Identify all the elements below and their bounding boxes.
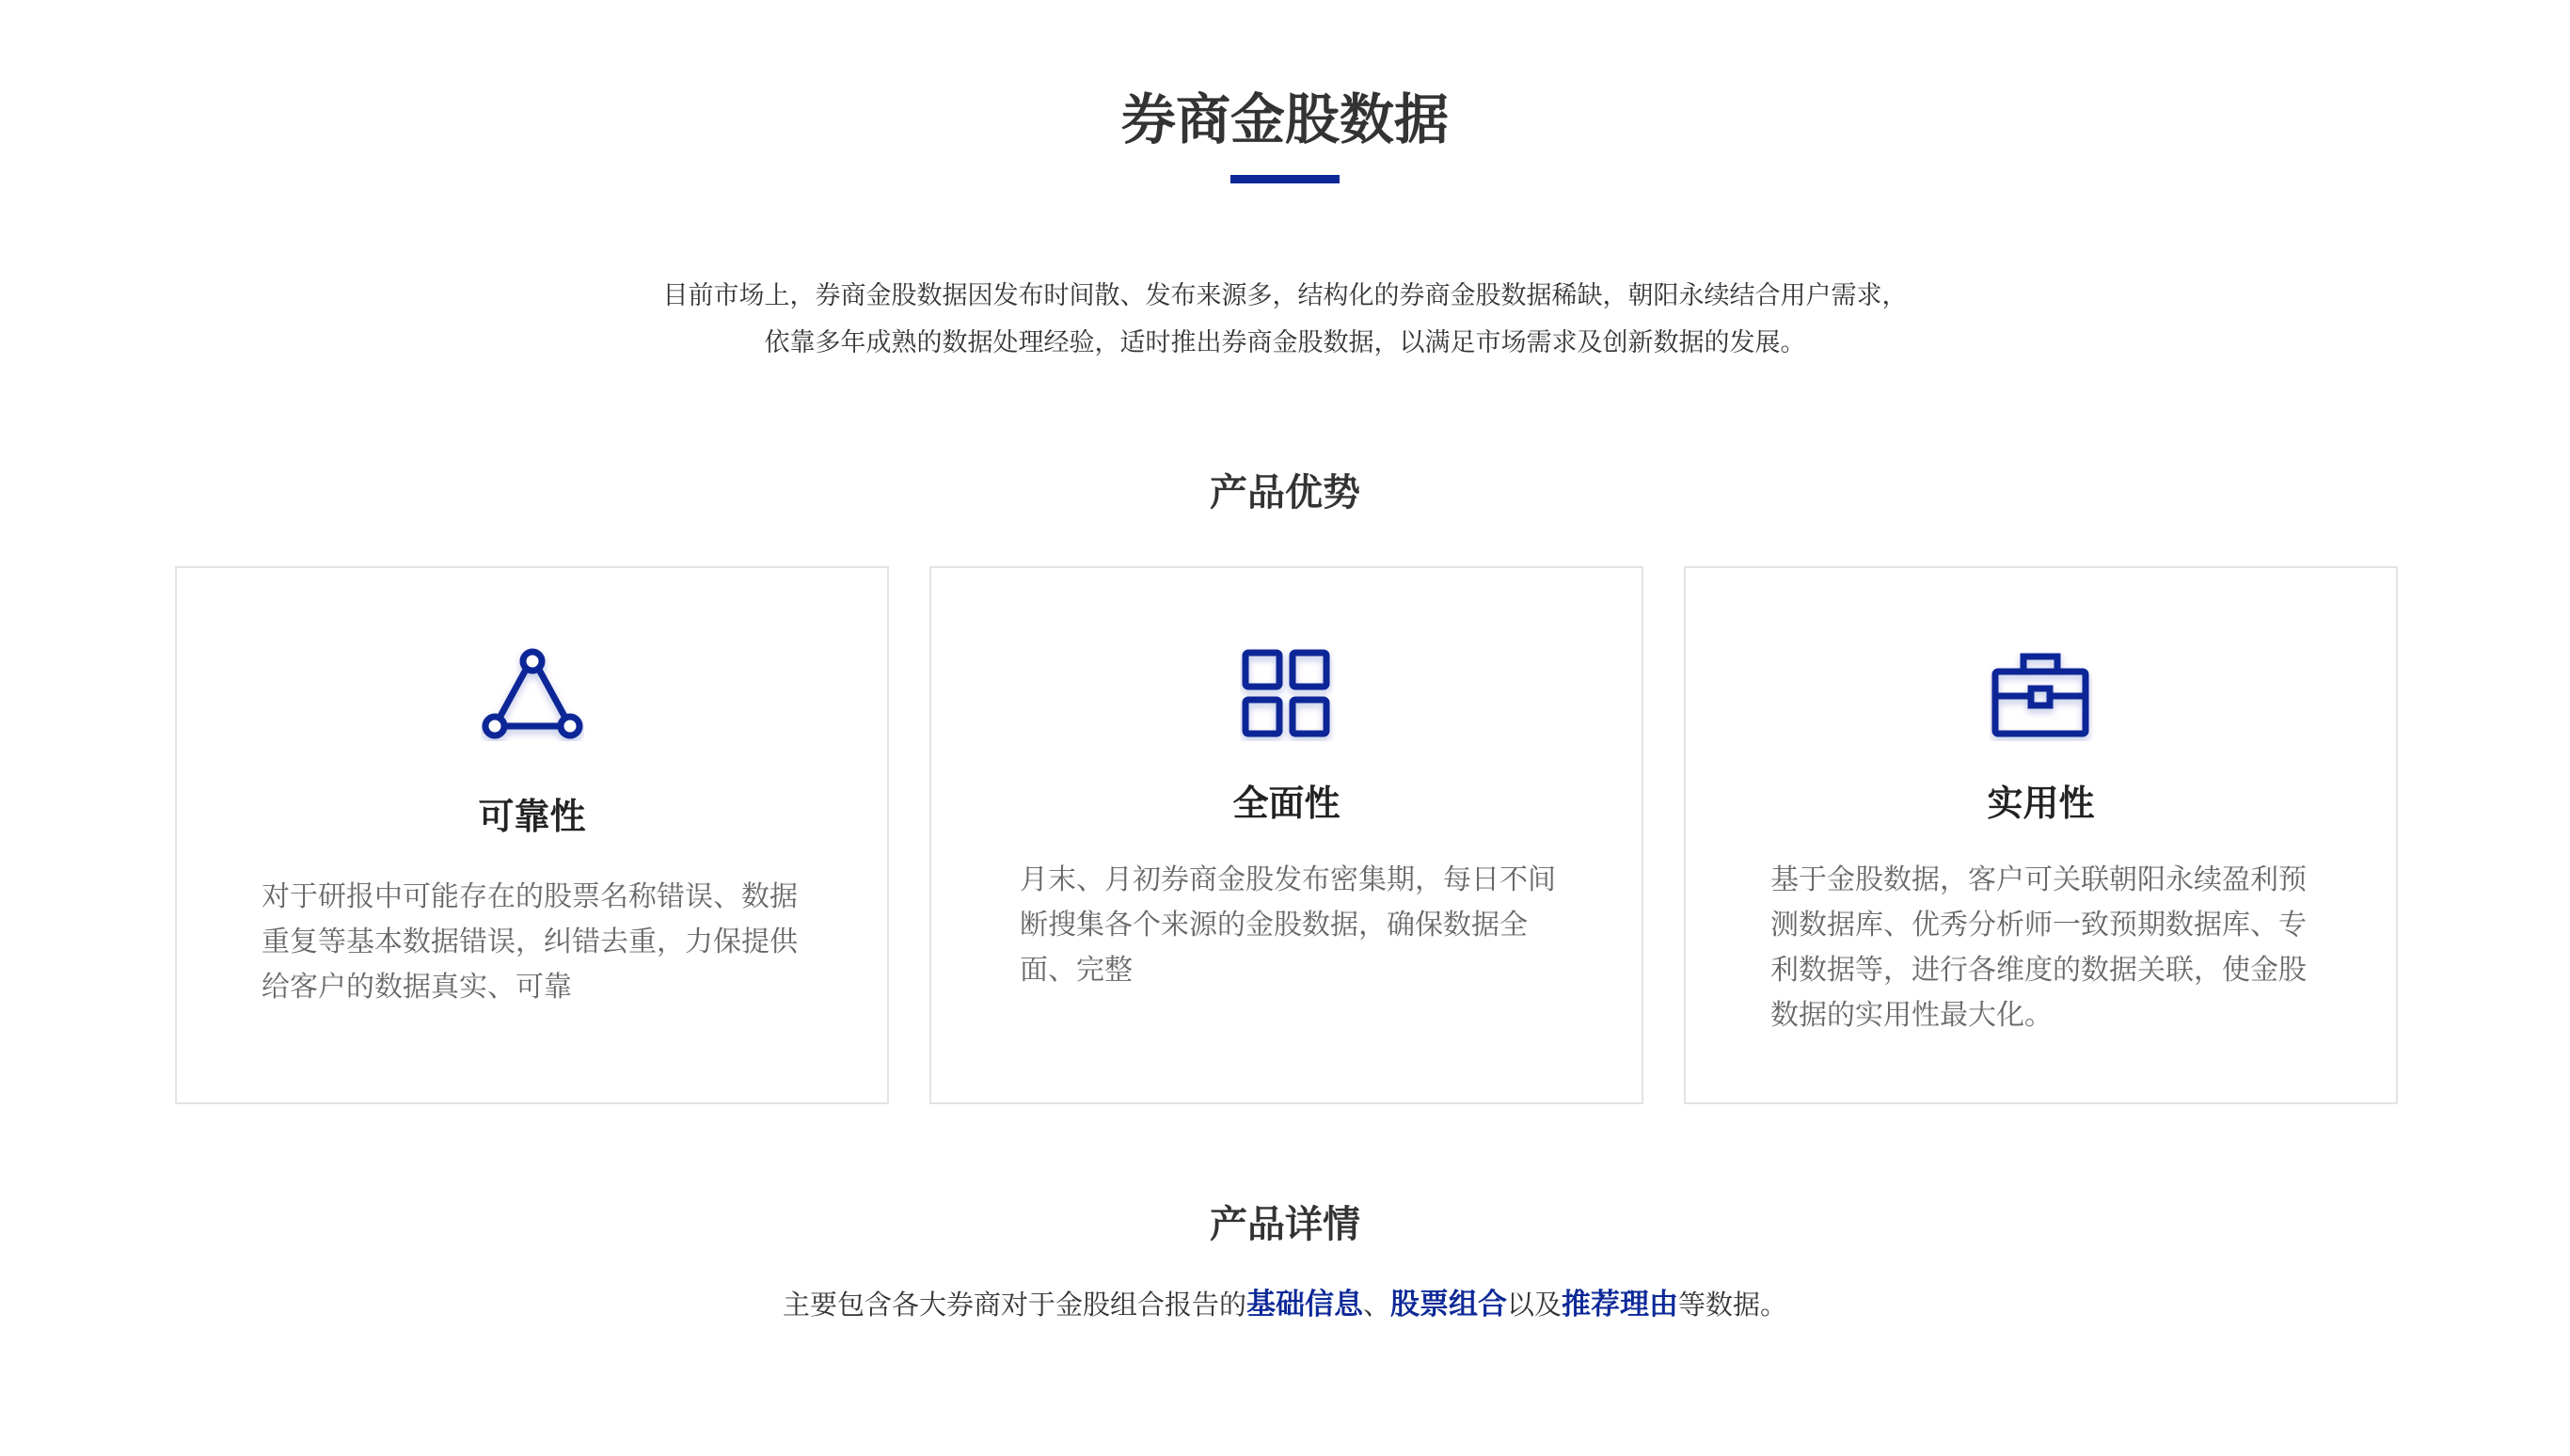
- highlight-recommendation-reason: 推荐理由: [1562, 1288, 1679, 1321]
- details-separator: 以及: [1507, 1289, 1563, 1321]
- advantage-card-practicality: [1684, 566, 2398, 1104]
- details-suffix: 等数据。: [1678, 1289, 1788, 1321]
- advantages-heading: 产品优势: [1210, 471, 1360, 514]
- intro-text: [0, 273, 2570, 367]
- card-title: 实用性: [1987, 783, 2095, 824]
- advantage-card-reliability: [175, 566, 889, 1104]
- details-prefix: 主要包含各大券商对于金股组合报告的: [782, 1289, 1246, 1321]
- advantage-card-comprehensiveness: [929, 566, 1643, 1104]
- card-description: 对于研报中可能存在的股票名称错误、数据重复等基本数据错误，纠错去重，力保提供给客户的数据真实、可靠: [262, 880, 798, 1004]
- card-title: 全面性: [1232, 783, 1341, 824]
- intro-line-2: 依靠多年成熟的数据处理经验，适时推出券商金股数据，以满足市场需求及创新数据的发展。: [764, 328, 1806, 357]
- details-text: [0, 1281, 2570, 1328]
- highlight-basic-info: 基础信息: [1245, 1288, 1363, 1321]
- card-description: 基于金股数据，客户可关联朝阳永续盈利预测数据库、优秀分析师一致预期数据库、专利数据等，进行各维度的数据关联，使金股数据的实用性最大化。: [1770, 863, 2307, 1032]
- title-underline: [1230, 175, 1340, 183]
- page-title: 券商金股数据: [1120, 87, 1449, 151]
- details-separator: 、: [1362, 1289, 1390, 1321]
- grid-four-icon: [931, 638, 1642, 751]
- details-heading: 产品详情: [1210, 1203, 1360, 1246]
- highlight-stock-portfolio: 股票组合: [1390, 1288, 1507, 1321]
- toolbox-icon: [1686, 638, 2396, 751]
- card-description: 月末、月初券商金股发布密集期，每日不间断搜集各个来源的金股数据，确保数据全面、完整: [1020, 863, 1556, 987]
- intro-line-1: 目前市场上，券商金股数据因发布时间散、发布来源多，结构化的券商金股数据稀缺，朝阳永续结合用户需求，: [662, 281, 1908, 310]
- card-title: 可靠性: [478, 796, 586, 837]
- triangle-network-icon: [177, 638, 887, 751]
